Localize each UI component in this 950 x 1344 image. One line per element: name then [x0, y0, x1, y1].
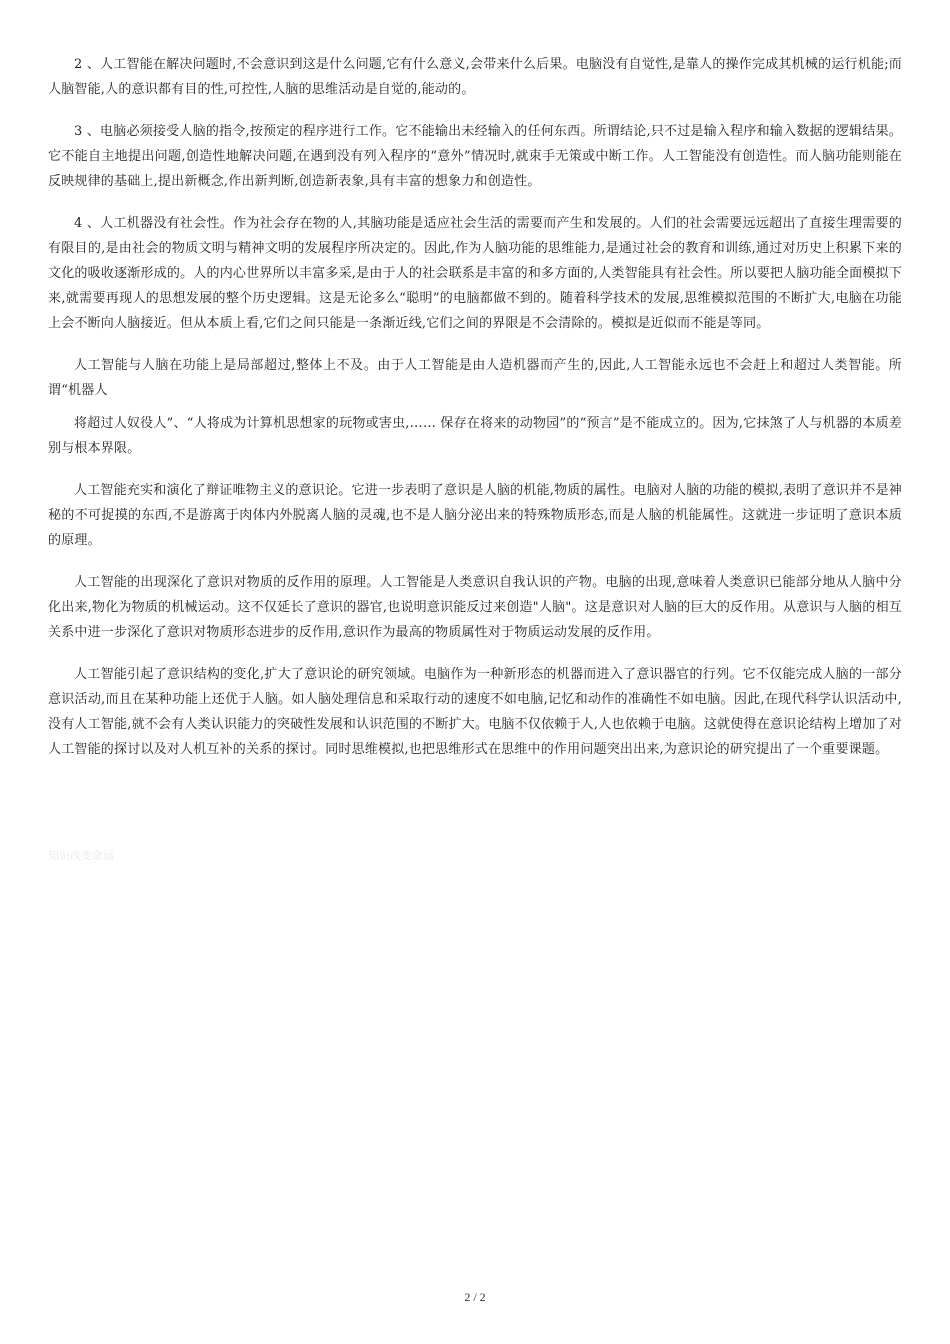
paragraph-summary-continued: 将超过人奴役人”、“人将成为计算机思想家的玩物或害虫,…… 保存在将来的动物园”的“预言”是不能成立的。因为,它抹煞了人与机器的本质差别与根本界限。	[48, 416, 902, 456]
paragraph-reaction-principle: 人工智能的出现深化了意识对物质的反作用的原理。人工智能是人类意识自我认识的产物。电脑的出现,意味着人类意识已能部分地从人脑中分化出来,物化为物质的机械运动。这不仅延长了意识的器官,也说明意识能反过来创造"人脑"。这是意识对人脑的巨大的反作用。从意识与人脑的相互关系中进一步深化了意识对物质形态进步的反作用,意识作为最高的物质属性对于物质运动发展的反作用。	[48, 575, 902, 640]
paragraph-point-4: 4 、人工机器没有社会性。作为社会存在物的人,其脑功能是适应社会生活的需要而产生和发展的。人们的社会需要远远超出了直接生理需要的有限目的,是由社会的物质文明与精神文明的发展程序所决定的。因此,作为人脑功能的思维能力,是通过社会的教育和训练,通过对历史上积累下来的文化的吸收逐渐形成的。人的内心世界所以丰富多采,是由于人的社会联系是丰富的和多方面的,人类智能具有社会性。所以要把人脑功能全面模拟下来,就需要再现人的思想发展的整个历史逻辑。这是无论多么“聪明”的电脑都做不到的。随着科学技术的发展,思维模拟范围的不断扩大,电脑在功能上会不断向人脑接近。但从本质上看,它们之间只能是一条渐近线,它们之间的界限是不会清除的。模拟是近似而不能是等同。	[48, 216, 902, 331]
document-body	[48, 52, 902, 779]
paragraph-summary: 人工智能与人脑在功能上是局部超过,整体上不及。由于人工智能是由人造机器而产生的,因此,人工智能永远也不会赶上和超过人类智能。所谓“机器人	[48, 358, 902, 398]
paragraph-point-2: 2 、人工智能在解决问题时,不会意识到这是什么问题,它有什么意义,会带来什么后果。电脑没有自觉性,是靠人的操作完成其机械的运行机能;而人脑智能,人的意识都有目的性,可控性,人脑的思维活动是自觉的,能动的。	[48, 57, 902, 97]
paragraph-consciousness-structure: 人工智能引起了意识结构的变化,扩大了意识论的研究领域。电脑作为一种新形态的机器而进入了意识器官的行列。它不仅能完成人脑的一部分意识活动,而且在某种功能上还优于人脑。如人脑处理信息和采取行动的速度不如电脑,记忆和动作的准确性不如电脑。因此,在现代科学认识活动中,没有人工智能,就不会有人类认识能力的突破性发展和认识范围的不断扩大。电脑不仅依赖于人,人也依赖于电脑。这就使得在意识论结构上增加了对人工智能的探讨以及对人机互补的关系的探讨。同时思维模拟,也把思维形式在思维中的作用问题突出出来,为意识论的研究提出了一个重要课题。	[48, 667, 902, 757]
watermark-text: 知识改变命运	[48, 849, 114, 862]
paragraph-point-3: 3 、电脑必须接受人脑的指令,按预定的程序进行工作。它不能输出未经输入的任何东西。所谓结论,只不过是输入程序和输入数据的逻辑结果。它不能自主地提出问题,创造性地解决问题,在遇到没有列入程序的“意外”情况时,就束手无策或中断工作。人工智能没有创造性。而人脑功能则能在反映规律的基础上,提出新概念,作出新判断,创造新表象,具有丰富的想象力和创造性。	[48, 124, 902, 189]
page-number: 2 / 2	[464, 1290, 486, 1304]
paragraph-consciousness-theory: 人工智能充实和演化了辩证唯物主义的意识论。它进一步表明了意识是人脑的机能,物质的属性。电脑对人脑的功能的模拟,表明了意识并不是神秘的不可捉摸的东西,不是游离于肉体内外脱离人脑的灵魂,也不是人脑分泌出来的特殊物质形态,而是人脑的机能属性。这就进一步证明了意识本质的原理。	[48, 483, 902, 548]
